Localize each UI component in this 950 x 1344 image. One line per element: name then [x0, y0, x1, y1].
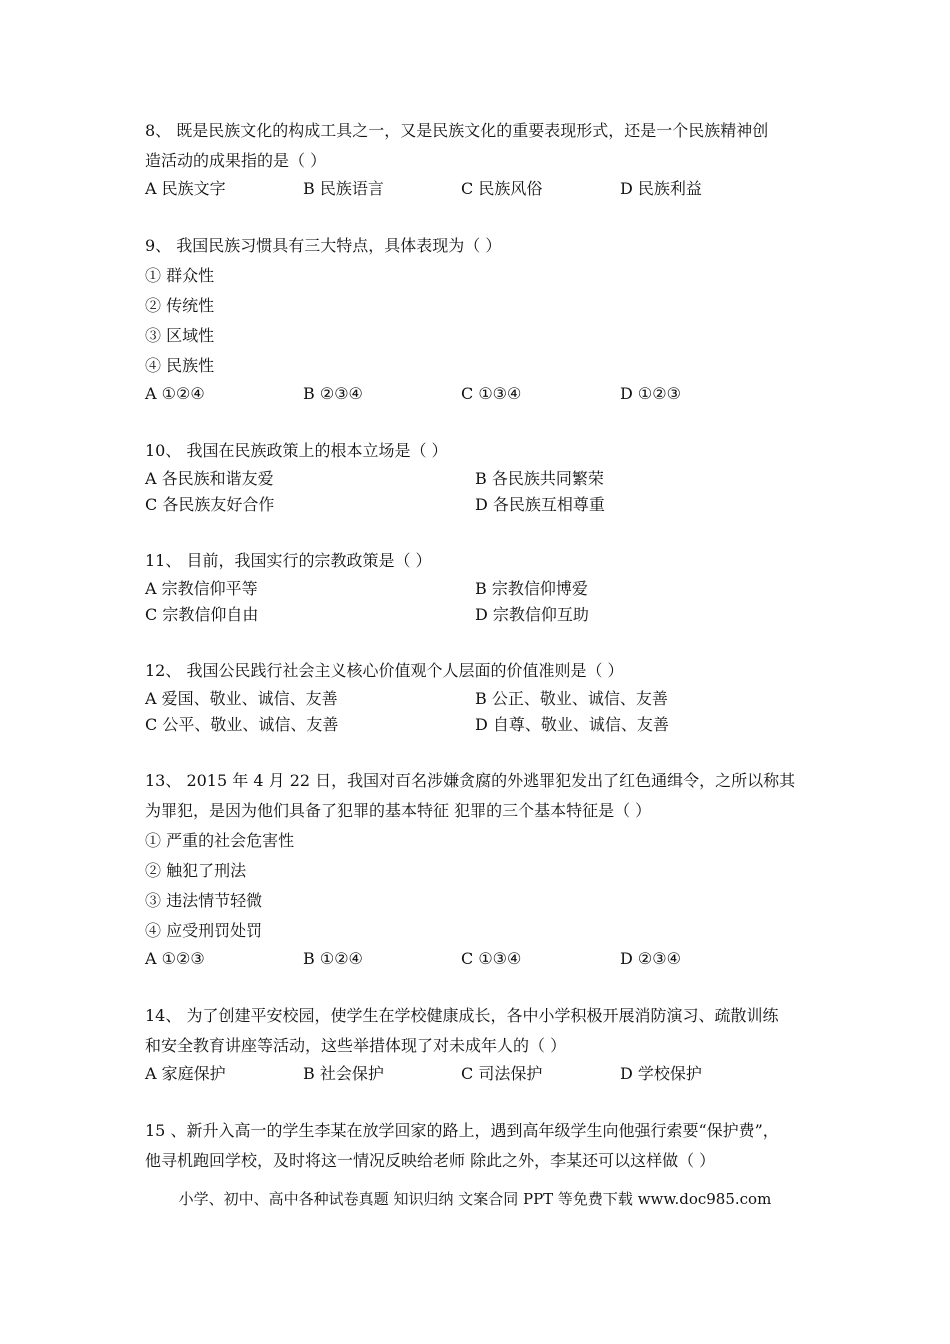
option-c: C 公平、敬业、诚信、友善 [145, 715, 339, 734]
option-a: A 家庭保护 [145, 1064, 226, 1083]
page-footer: 小学、初中、高中各种试卷真题 知识归纳 文案合同 PPT 等免费下载 www.doc985.com [178, 1190, 772, 1208]
question-11-options-row-2 [145, 602, 825, 628]
option-a: A 各民族和谐友爱 [145, 469, 274, 488]
question-10-stem: 10、 我国在民族政策上的根本立场是（ ） [145, 441, 448, 460]
option-a: A ①②④ [145, 384, 205, 403]
question-10-options-row-2 [145, 492, 825, 518]
question-13-item-1: ① 严重的社会危害性 [145, 831, 295, 850]
option-c: C 各民族友好合作 [145, 495, 275, 514]
question-10-options-row-1 [145, 466, 825, 492]
question-8-options [145, 176, 825, 202]
option-d: D 自尊、敬业、诚信、友善 [475, 715, 669, 734]
option-d: D 宗教信仰互助 [475, 605, 589, 624]
question-13-stem-line-1: 13、 2015 年 4 月 22 日，我国对百名涉嫌贪腐的外逃罪犯发出了红色通缉令，之所以称其 [145, 771, 796, 790]
option-c: C 司法保护 [461, 1064, 543, 1083]
question-9-item-2: ② 传统性 [145, 296, 215, 315]
question-14 [145, 1001, 825, 1087]
question-9-item-4: ④ 民族性 [145, 356, 215, 375]
question-11-stem: 11、 目前，我国实行的宗教政策是（ ） [145, 551, 432, 570]
question-13 [145, 766, 825, 972]
question-12-stem: 12、 我国公民践行社会主义核心价值观个人层面的价值准则是（ ） [145, 661, 624, 680]
question-8 [145, 116, 825, 202]
question-14-stem-line-1: 14、 为了创建平安校园，使学生在学校健康成长，各中小学积极开展消防演习、疏散训练 [145, 1006, 779, 1025]
question-13-item-3: ③ 违法情节轻微 [145, 891, 263, 910]
question-8-stem-line-1: 8、 既是民族文化的构成工具之一，又是民族文化的重要表现形式，还是一个民族精神创 [145, 121, 769, 140]
option-a: A 宗教信仰平等 [145, 579, 258, 598]
question-15 [145, 1116, 825, 1176]
question-14-stem-line-2: 和安全教育讲座等活动，这些举措体现了对未成年人的（ ） [145, 1036, 567, 1055]
option-b: B 社会保护 [303, 1064, 384, 1083]
option-b: B 各民族共同繁荣 [475, 469, 604, 488]
question-14-options [145, 1061, 825, 1087]
option-c: C ①③④ [461, 384, 522, 403]
question-9-options [145, 381, 825, 407]
question-13-options [145, 946, 825, 972]
option-d: D 学校保护 [620, 1064, 702, 1083]
question-12 [145, 656, 825, 738]
option-c: C 宗教信仰自由 [145, 605, 259, 624]
option-b: B 宗教信仰博爱 [475, 579, 588, 598]
option-a: A ①②③ [145, 949, 205, 968]
question-10 [145, 436, 825, 518]
option-d: D 各民族互相尊重 [475, 495, 605, 514]
question-11-options-row-1 [145, 576, 825, 602]
question-12-options-row-2 [145, 712, 825, 738]
question-13-item-4: ④ 应受刑罚处罚 [145, 921, 263, 940]
option-a: A 民族文字 [145, 179, 226, 198]
option-b: B 民族语言 [303, 179, 384, 198]
question-9 [145, 231, 825, 407]
option-c: C 民族风俗 [461, 179, 543, 198]
option-c: C ①③④ [461, 949, 522, 968]
option-d: D ②③④ [620, 949, 681, 968]
option-d: D ①②③ [620, 384, 681, 403]
question-8-stem-line-2: 造活动的成果指的是（ ） [145, 151, 327, 170]
question-15-stem-line-2: 他寻机跑回学校，及时将这一情况反映给老师 除此之外，李某还可以这样做（ ） [145, 1151, 716, 1170]
question-15-stem-line-1: 15 、新升入高一的学生李某在放学回家的路上，遇到高年级学生向他强行索要“保护费”， [145, 1121, 779, 1140]
option-b: B ①②④ [303, 949, 363, 968]
option-b: B 公正、敬业、诚信、友善 [475, 689, 668, 708]
question-9-item-3: ③ 区域性 [145, 326, 215, 345]
question-11 [145, 546, 825, 628]
question-9-item-1: ① 群众性 [145, 266, 215, 285]
option-d: D 民族利益 [620, 179, 702, 198]
question-12-options-row-1 [145, 686, 825, 712]
option-b: B ②③④ [303, 384, 363, 403]
question-13-item-2: ② 触犯了刑法 [145, 861, 247, 880]
question-13-stem-line-2: 为罪犯，是因为他们具备了犯罪的基本特征 犯罪的三个基本特征是（ ） [145, 801, 652, 820]
question-9-stem: 9、 我国民族习惯具有三大特点，具体表现为（ ） [145, 236, 502, 255]
option-a: A 爱国、敬业、诚信、友善 [145, 689, 338, 708]
